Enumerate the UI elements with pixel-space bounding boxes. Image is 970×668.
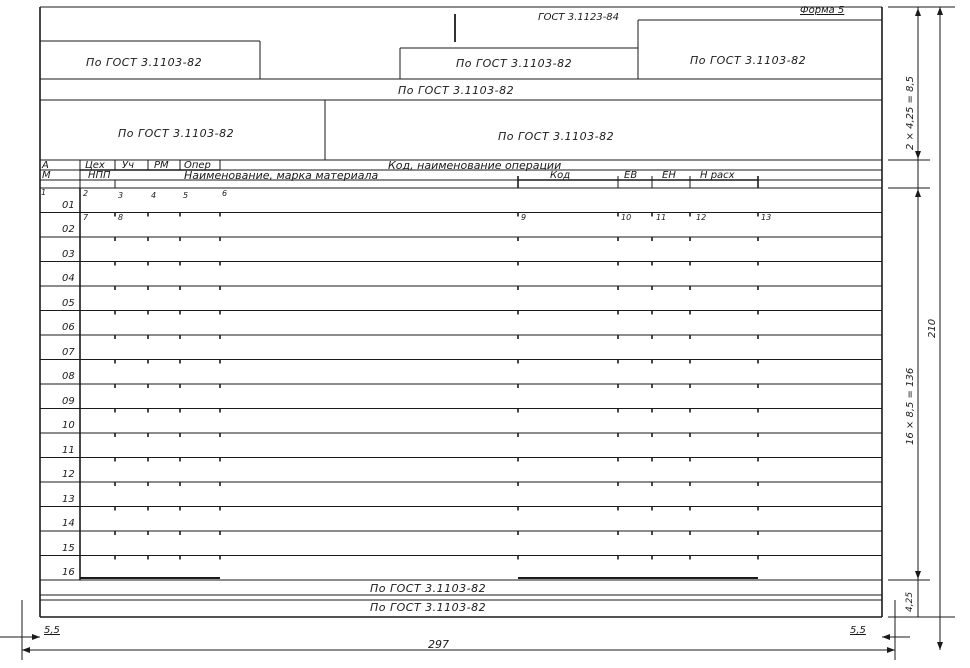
col-number: 4 [151,191,157,200]
operation-code-name: Код, наименование операции [388,159,562,172]
col-code: Код [550,170,571,181]
dim-margin-left: 5,5 [44,625,60,636]
ref-mid-left: По ГОСТ 3.1103-82 [118,127,235,140]
dim-top-block: 2 × 4,25 = 8,5 [905,75,916,150]
col-workplace: РМ [154,160,169,171]
row-number: 14 [62,518,75,529]
form-number: Форма 5 [800,5,845,16]
col-ev: ЕВ [624,170,638,181]
dim-margin-right: 5,5 [850,625,866,636]
col-number: 11 [656,213,667,222]
col-number: 12 [696,213,707,222]
dim-height: 210 [927,318,938,338]
line-a-marker: А [42,160,49,171]
col-number: 5 [183,191,189,200]
col-number: 2 [83,189,89,198]
row-number: 04 [62,273,75,284]
dim-width: 297 [428,638,449,651]
col-en: ЕН [662,170,676,181]
ref-mid-right: По ГОСТ 3.1103-82 [498,130,615,143]
col-number: 9 [521,213,527,222]
ref-top-left: По ГОСТ 3.1103-82 [86,56,203,69]
row-number: 12 [62,469,75,480]
col-section: Уч [122,160,135,171]
ref-bottom-2: По ГОСТ 3.1103-82 [370,601,487,614]
col-number: 1 [41,188,47,197]
row-number: 06 [62,322,75,333]
col-shop: Цех [85,160,105,171]
standard-code: ГОСТ 3.1123-84 [538,12,620,23]
row-number: 08 [62,371,75,382]
row-number: 13 [62,493,75,505]
ref-band: По ГОСТ 3.1103-82 [398,84,515,97]
ref-top-mid: По ГОСТ 3.1103-82 [456,57,573,70]
col-operation: Опер [184,160,211,171]
row-number: 05 [62,297,75,309]
dim-bottom-block: 4,25 [905,591,915,612]
row-number: 02 [62,224,75,235]
row-number: 16 [62,567,75,578]
col-number: 8 [118,213,124,222]
row-number: 03 [62,248,75,260]
row-number: 01 [62,199,75,211]
ref-bottom-1: По ГОСТ 3.1103-82 [370,582,487,595]
row-number: 09 [62,395,75,407]
col-material: Наименование, марка материала [184,169,379,182]
col-number: 13 [761,213,772,222]
row-number: 07 [62,346,75,358]
ref-top-right: По ГОСТ 3.1103-82 [690,54,807,67]
col-number: 6 [222,189,228,198]
row-number: 15 [62,542,75,554]
row-number: 10 [62,420,75,431]
row-number: 11 [62,444,75,456]
col-number: 3 [118,191,124,200]
col-number: 10 [621,213,632,222]
dim-rows-block: 16 × 8,5 = 136 [905,367,916,445]
col-nrash: Н расх [700,170,735,181]
col-number: 7 [83,213,89,222]
line-m-marker: М [42,170,51,181]
col-npp: НПП [88,170,111,181]
